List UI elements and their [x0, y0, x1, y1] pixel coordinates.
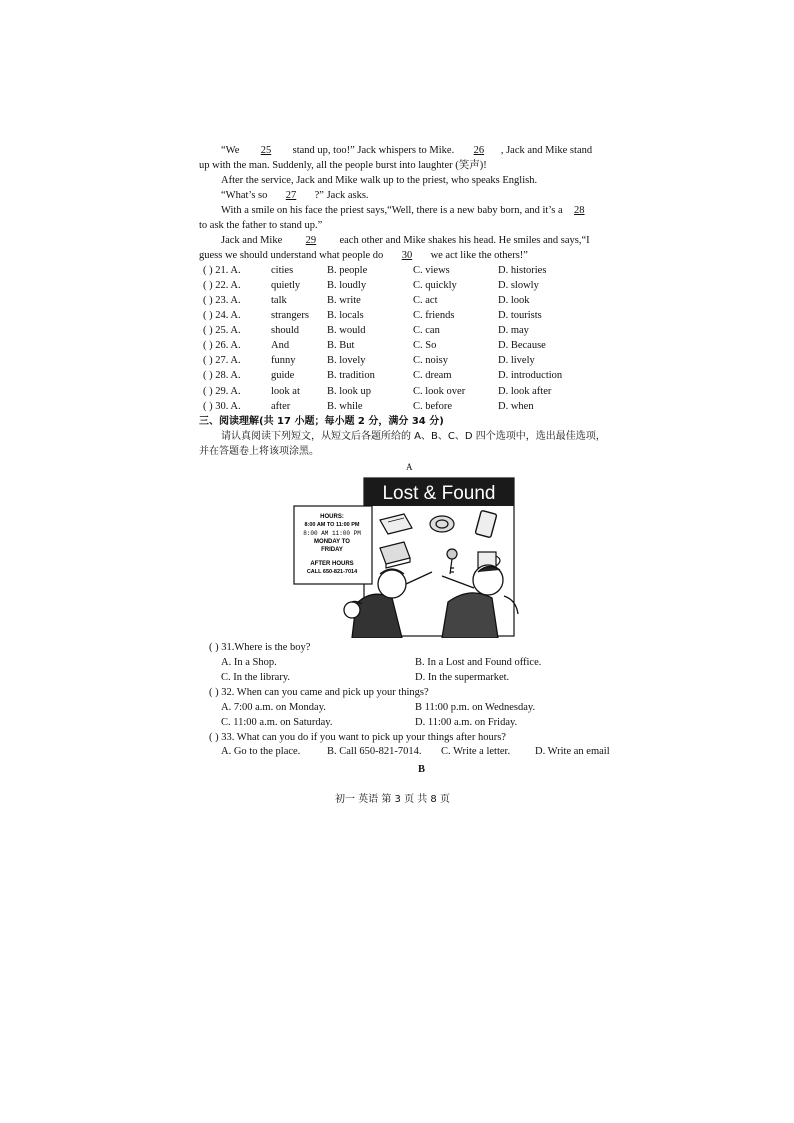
question-31: ( ) 31.Where is the boy?: [209, 642, 311, 653]
question-26-option-a[interactable]: And: [271, 340, 290, 351]
lost-and-found-cartoon: [292, 476, 530, 638]
text: stand up, too!” Jack whispers to Mike.: [290, 145, 457, 156]
blank-30: 30: [401, 250, 413, 261]
notice-line-6: AFTER HOURS: [310, 561, 354, 567]
question-31-option-b[interactable]: B. In a Lost and Found office.: [415, 657, 542, 668]
blank-26: 26: [473, 145, 485, 156]
blank-27: 27: [285, 190, 297, 201]
question-22-option-b[interactable]: B. loudly: [327, 280, 367, 291]
question-30-option-c[interactable]: C. before: [413, 401, 453, 412]
question-33-option-d[interactable]: D. Write an email: [535, 746, 610, 757]
text: With a smile on his face the priest says,“Well, there is a new baby born, and it’s a: [221, 205, 566, 216]
question-30-option-d[interactable]: D. when: [498, 401, 534, 412]
passage-line-3: [221, 174, 537, 188]
sign-title: Lost & Found: [382, 483, 496, 504]
text: we act like the others!”: [427, 250, 528, 261]
question-25-option-b[interactable]: B. would: [327, 325, 366, 336]
page-footer: 初一 英语 第 3 页 共 8 页: [335, 794, 450, 805]
passage-b-label: B: [418, 764, 426, 775]
notice-line-1: HOURS:: [320, 514, 344, 520]
question-33-option-b[interactable]: B. Call 650-821-7014.: [327, 746, 422, 757]
question-30-option-a[interactable]: after: [271, 401, 291, 412]
question-33-option-a[interactable]: A. Go to the place.: [221, 746, 301, 757]
question-25-option-d[interactable]: D. may: [498, 325, 529, 336]
question-23-option-b[interactable]: B. write: [327, 295, 361, 306]
question-22-number[interactable]: ( ) 22. A.: [203, 280, 241, 291]
notice-line-3: 8:00 AM 11:00 PM: [303, 530, 361, 537]
passage-line-8: [199, 249, 528, 263]
question-24-option-d[interactable]: D. tourists: [498, 310, 542, 321]
text: Jack and Mike: [221, 235, 285, 246]
question-32-option-d[interactable]: D. 11:00 a.m. on Friday.: [415, 717, 518, 728]
question-32-option-b[interactable]: B 11:00 p.m. on Wednesday.: [415, 702, 536, 713]
question-30-number[interactable]: ( ) 30. A.: [203, 401, 241, 412]
question-21-option-a[interactable]: cities: [271, 265, 294, 276]
text: , Jack and Mike stand: [500, 145, 593, 156]
question-28-option-a[interactable]: guide: [271, 370, 295, 381]
question-21-option-b[interactable]: B. people: [327, 265, 368, 276]
blank-28: 28: [574, 205, 585, 216]
notice-line-2: 8:00 AM TO 11:00 PM: [304, 522, 360, 528]
text: guess we should understand what people do: [199, 250, 386, 261]
text: “What’s so: [221, 190, 270, 201]
question-23-option-a[interactable]: talk: [271, 295, 287, 306]
question-27-option-a[interactable]: funny: [271, 355, 296, 366]
glasses-icon: [430, 516, 454, 532]
question-29-option-c[interactable]: C. look over: [413, 386, 466, 397]
text: up with the man. Suddenly, all the people burst into laughter (笑声)!: [199, 160, 487, 171]
notice-line-7: CALL 650-821-7014: [306, 569, 358, 575]
hours-notice: [294, 506, 372, 584]
blank-25: 25: [260, 145, 272, 156]
question-27-number[interactable]: ( ) 27. A.: [203, 355, 241, 366]
section-3-instruction-1: 请认真阅读下列短文，从短文后各题所给的 A、B、C、D 四个选项中，选出最佳选项，: [221, 431, 606, 442]
question-28-number[interactable]: ( ) 28. A.: [203, 370, 241, 381]
question-21-number[interactable]: ( ) 21. A.: [203, 265, 241, 276]
question-26-option-d[interactable]: D. Because: [498, 340, 546, 351]
question-27-option-d[interactable]: D. lively: [498, 355, 535, 366]
question-30-option-b[interactable]: B. while: [327, 401, 363, 412]
question-25-option-c[interactable]: C. can: [413, 325, 440, 336]
question-24-option-c[interactable]: C. friends: [413, 310, 455, 321]
question-28-option-b[interactable]: B. tradition: [327, 370, 375, 381]
passage-line-1: [221, 144, 592, 158]
question-25-option-a[interactable]: should: [271, 325, 300, 336]
notice-line-5: FRIDAY: [321, 547, 343, 553]
question-21-option-c[interactable]: C. views: [413, 265, 450, 276]
text: “We: [221, 145, 243, 156]
question-31-option-c[interactable]: C. In the library.: [221, 672, 291, 683]
question-29-number[interactable]: ( ) 29. A.: [203, 386, 241, 397]
text: ?” Jack asks.: [312, 190, 369, 201]
question-31-option-a[interactable]: A. In a Shop.: [221, 657, 277, 668]
question-26-option-b[interactable]: B. But: [327, 340, 355, 351]
question-33: ( ) 33. What can you do if you want to pick up your things after hours?: [209, 732, 506, 743]
question-21-option-d[interactable]: D. histories: [498, 265, 547, 276]
question-23-option-d[interactable]: D. look: [498, 295, 530, 306]
passage-a-label: A: [406, 462, 413, 472]
question-31-option-d[interactable]: D. In the supermarket.: [415, 672, 510, 683]
question-29-option-d[interactable]: D. look after: [498, 386, 552, 397]
question-22-option-a[interactable]: quietly: [271, 280, 301, 291]
passage-line-6: [199, 219, 322, 233]
question-27-option-c[interactable]: C. noisy: [413, 355, 449, 366]
question-26-option-c[interactable]: C. So: [413, 340, 437, 351]
question-25-number[interactable]: ( ) 25. A.: [203, 325, 241, 336]
passage-line-2: [199, 159, 487, 173]
question-22-option-d[interactable]: D. slowly: [498, 280, 539, 291]
section-3-instruction-2: 并在答题卷上将该项涂黑。: [199, 446, 319, 457]
passage-line-7: [221, 234, 590, 248]
question-24-number[interactable]: ( ) 24. A.: [203, 310, 241, 321]
question-26-number[interactable]: ( ) 26. A.: [203, 340, 241, 351]
text: to ask the father to stand up.”: [199, 220, 323, 231]
text: each other and Mike shakes his head. He smiles and says,“I: [336, 235, 590, 246]
question-28-option-d[interactable]: D. introduction: [498, 370, 563, 381]
question-28-option-c[interactable]: C. dream: [413, 370, 452, 381]
passage-line-4: [221, 189, 369, 203]
question-24-option-a[interactable]: strangers: [271, 310, 309, 321]
question-29-option-b[interactable]: B. look up: [327, 386, 372, 397]
question-22-option-c[interactable]: C. quickly: [413, 280, 457, 291]
text: After the service, Jack and Mike walk up to the priest, who speaks English.: [221, 175, 538, 186]
question-24-option-b[interactable]: B. locals: [327, 310, 364, 321]
question-23-option-c[interactable]: C. act: [413, 295, 438, 306]
blank-29: 29: [305, 235, 317, 246]
question-32-option-c[interactable]: C. 11:00 a.m. on Saturday.: [221, 717, 333, 728]
question-29-option-a[interactable]: look at: [271, 386, 300, 397]
notice-line-4: MONDAY TO: [314, 539, 350, 545]
question-23-number[interactable]: ( ) 23. A.: [203, 295, 241, 306]
question-27-option-b[interactable]: B. lovely: [327, 355, 366, 366]
question-32: ( ) 32. When can you came and pick up your things?: [209, 687, 429, 698]
question-32-option-a[interactable]: A. 7:00 a.m. on Monday.: [221, 702, 326, 713]
section-3-title: 三、阅读理解(共 17 小题；每小题 2 分，满分 34 分): [199, 416, 444, 427]
passage-line-5: [221, 204, 593, 218]
question-33-option-c[interactable]: C. Write a letter.: [441, 746, 511, 757]
